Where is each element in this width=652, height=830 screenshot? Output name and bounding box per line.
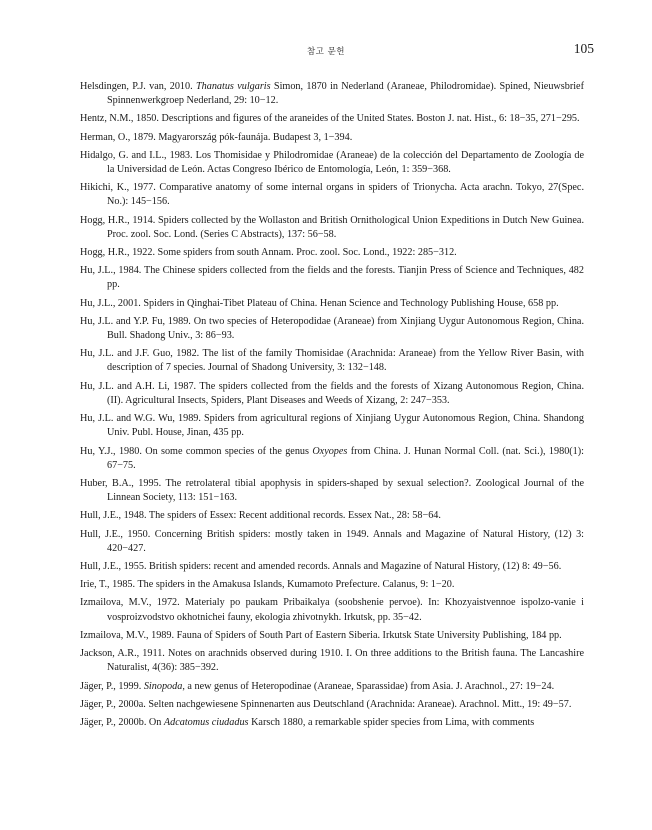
reference-entry: Hu, J.L., 1984. The Chinese spiders collected from the fields and the forests. Tianjin Press of Science and Techniques, 482 pp. — [80, 265, 584, 291]
running-title: 참고 문헌 — [306, 47, 346, 57]
reference-entry: Huber, B.A., 1995. The retrolateral tibial apophysis in spiders-shaped by sexual selection?. Zoological Journal of the Linnean Society, 113: 151−163. — [80, 477, 584, 503]
reference-entry: Izmailova, M.V., 1972. Materialy po paukam Pribaikalya (soobshenie pervoe). In: Khozyaistvennoe ispolzo-vanie i vosproizvodstvo okhotnichei fauny, ekologia zhivotnykh. Irkutsk, pp. 35−42. — [80, 597, 584, 623]
reference-entry: Hidalgo, G. and I.L., 1983. Los Thomisidae y Philodromidae (Araneae) de la colección del Departamento de Zoología de la Universidad de León. Actas Congreso Ibérico de Entomología, León, 1: 359−368. — [80, 149, 584, 176]
reference-entry: Jäger, P., 1999. Sinopoda, a new genus of Heteropodinae (Araneae, Sparassidae) from Asia. J. Arachnol., 27: 19−24. — [80, 680, 555, 692]
reference-entry: Hikichi, K., 1977. Comparative anatomy of some internal organs in spiders of Trionycha. Acta arachn. Tokyo, 27(Spec. No.): 145−156. — [80, 182, 584, 208]
reference-entry: Hogg, H.R., 1914. Spiders collected by the Wollaston and British Ornithological Union Expeditions in Dutch New Guinea. Proc. zool. Soc. Lond. (Series C Abstracts), 137: 56−58. — [80, 214, 584, 240]
reference-entry: Jäger, P., 2000b. On Adcatomus ciudadus Karsch 1880, a remarkable spider species from Lima, with comments — [80, 717, 535, 729]
reference-list — [80, 80, 584, 734]
reference-entry: Jäger, P., 2000a. Selten nachgewiesene Spinnenarten aus Deutschland (Arachnida: Araneae). Arachnol. Mitt., 19: 49−57. — [80, 698, 572, 710]
reference-entry: Hu, J.L. and A.H. Li, 1987. The spiders collected from the fields and the forests of Xizang Autonomous Region, China. (II). Agricultural Insects, Spiders, Plant Diseases and Weeds of Xizang, 2: 247−353. — [80, 380, 584, 406]
reference-entry: Irie, T., 1985. The spiders in the Amakusa Islands, Kumamoto Prefecture. Calanus, 9: 1−20. — [80, 579, 455, 591]
reference-entry: Hentz, N.M., 1850. Descriptions and figures of the araneides of the United States. Boston J. nat. Hist., 6: 18−35, 271−295. — [80, 113, 580, 125]
reference-entry: Hogg, H.R., 1922. Some spiders from south Annam. Proc. zool. Soc. Lond., 1922: 285−312. — [80, 247, 457, 259]
reference-entry: Izmailova, M.V., 1989. Fauna of Spiders of South Part of Eastern Siberia. Irkutsk State University Publishing, 184 pp. — [80, 629, 562, 641]
reference-entry: Hu, J.L. and Y.P. Fu, 1989. On two species of Heteropodidae (Araneae) from Xinjiang Uygur Autonomous Region, China. Bull. Shadong Univ., 3: 86−93. — [80, 316, 584, 342]
running-header — [0, 41, 652, 61]
reference-entry: Herman, O., 1879. Magyarország pók-faunája. Budapest 3, 1−394. — [80, 131, 353, 143]
page-number: 105 — [573, 41, 594, 56]
reference-entry: Hu, J.L., 2001. Spiders in Qinghai-Tibet Plateau of China. Henan Science and Technology Publishing House, 658 pp. — [80, 297, 559, 309]
reference-entry: Helsdingen, P.J. van, 2010. Thanatus vulgaris Simon, 1870 in Nederland (Araneae, Philodromidae). Spined, Nieuwsbrief Spinnenwerkgroep Nederland, 29: 10−12. — [80, 81, 584, 107]
reference-entry: Hull, J.E., 1950. Concerning British spiders: mostly taken in 1949. Annals and Magazine of Natural History, (12) 3: 420−427. — [80, 528, 584, 554]
reference-entry: Hu, J.L. and W.G. Wu, 1989. Spiders from agricultural regions of Xinjiang Uygur Autonomous Region, China. Shandong Univ. Publ. House, Jinan, 435 pp. — [80, 413, 584, 439]
reference-entry: Hull, J.E., 1955. British spiders: recent and amended records. Annals and Magazine of Natural History, (12) 8: 49−56. — [80, 560, 562, 572]
reference-entry: Hu, J.L. and J.F. Guo, 1982. The list of the family Thomisidae (Arachnida: Araneae) from the Yellow River Basin, with description of 7 species. Journal of Shadong University, 3: 132−148. — [80, 348, 584, 374]
reference-entry: Hu, Y.J., 1980. On some common species of the genus Oxyopes from China. J. Hunan Normal Coll. (nat. Sci.), 1980(1): 67−75. — [80, 445, 584, 471]
reference-entry: Jackson, A.R., 1911. Notes on arachnids observed during 1910. I. On three additions to the British fauna. The Lancashire Naturalist, 4(36): 385−392. — [80, 648, 584, 674]
reference-entry: Hull, J.E., 1948. The spiders of Essex: Recent additional records. Essex Nat., 28: 58−64. — [80, 510, 441, 522]
